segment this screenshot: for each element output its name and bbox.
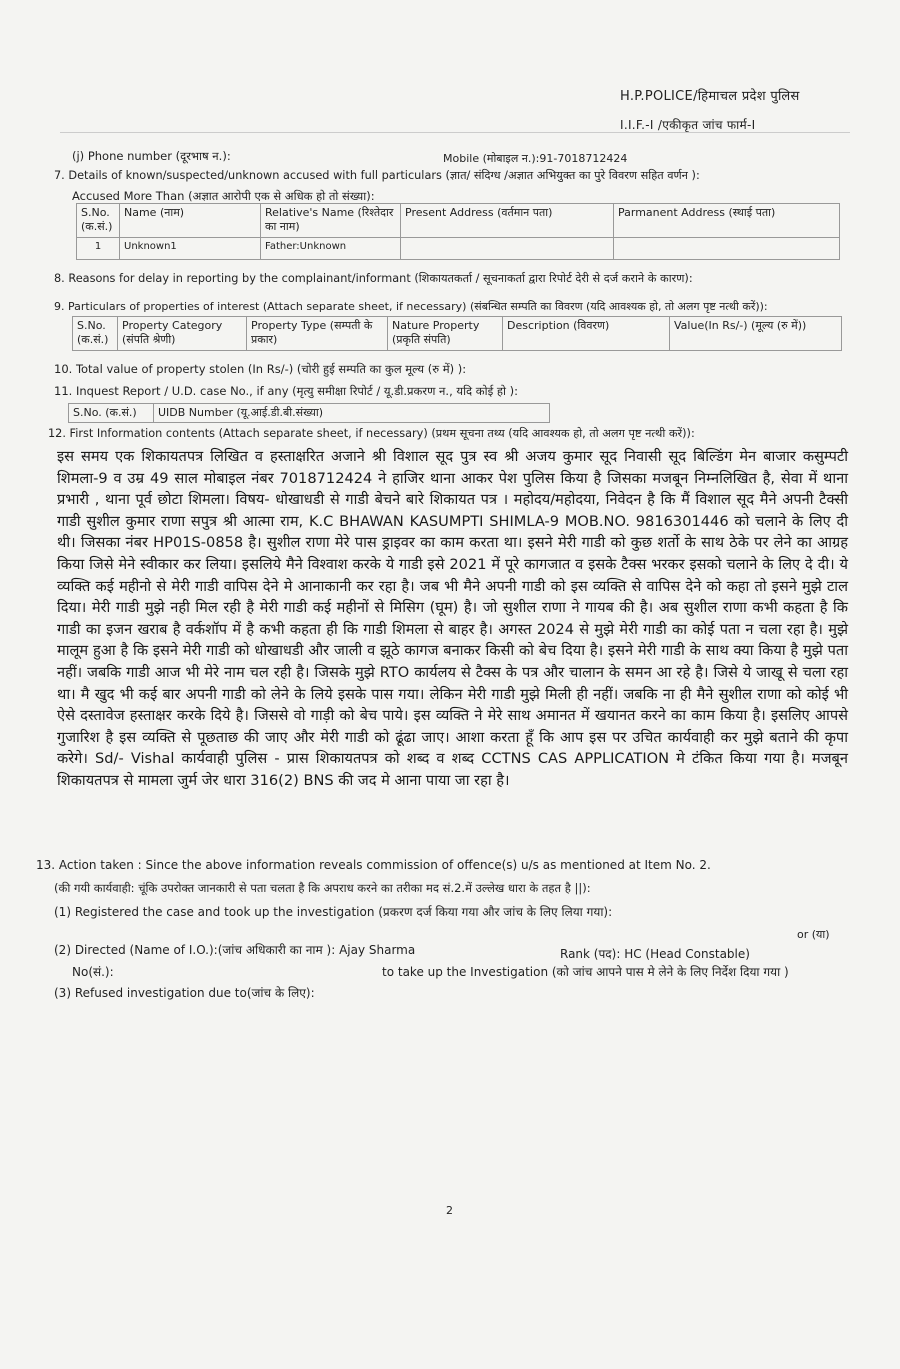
col-present-address: Present Address (वर्तमान पता) — [401, 204, 614, 238]
take-up-investigation: to take up the Investigation (को जांच आपने पास मे लेने के लिए निर्देश दिया गया ) — [382, 965, 789, 979]
col-uidb-number: UIDB Number (यू.आई.डी.बी.संख्या) — [154, 404, 550, 423]
refused-investigation: (3) Refused investigation due to(जांच के लिए): — [54, 986, 315, 1000]
inquest-table — [68, 403, 550, 423]
item11-label: 11. Inquest Report / U.D. case No., if any (मृत्यु समीक्षा रिपोर्ट / यू.डी.प्रकरण न., यदि कोई हो ): — [54, 384, 519, 398]
directed-io: (2) Directed (Name of I.O.):(जांच अधिकारी का नाम ): Ajay Sharma — [54, 943, 416, 957]
accused-table — [76, 203, 840, 260]
cell-permanent-address — [614, 238, 840, 260]
first-information-content: इस समय एक शिकायतपत्र लिखित व हस्ताक्षरित अजाने श्री विशाल सूद पुत्र स्व श्री अजय कुमार सूद निवासी सूद बिल्डिंग मेन बाजार कसुम्पटी शिमला-9 व उम्र 49 साल मोबाइल नंबर 7018712424 ने हाजिर थाना आकर पेश पुलिस किया है जिसका मजबून निम्नलिखित है, सेवा में थाना प्रभारी , थाना पूर्व छोटा शिमला। विषय- धोखाधडी से गाडी बेचने बारे शिकायत पत्र । महोदय/महोदया, निवेदन है कि मैं विशाल सूद मैने अपनी टैक्सी गाडी सुशील कुमार राणा सपुत्र श्री आत्मा राम, K.C BHAWAN KASUMPTI SHIMLA-9 MOB.NO. 9816301446 को चलाने के लिए दी थी। जिसका नंबर HP01S-0858 है। सुशील राणा मेरे पास ड्राइवर का काम करता था। इसने मेरी गाडी को कुछ शर्तो के साथ ठेके पर लेने का आग्रह किया जिसे मेने स्वीकार कर लिया। इसलिये मैने विश्वाश करके ये गाडी इसे 2021 में पूरे कागजात व इसके टैक्स भरकर इसको चलाने के लिए दे दी। ये व्यक्ति कई महीनो से मेरी गाडी वापिस देने मे आनाकानी कर रहा है। जब भी मैने अपनी गाडी को इस व्यक्ति से वापिस देने को कहा तो इसने मुझे टाल दिया। मेरी गाडी मुझे नही मिल रही है मेरी गाडी कई महीनों से मिसिग (घूम) है। जो सुशील राणा ने गायब की है। अब सुशील राणा कभी कहता है कि गाडी का इजन खराब है वर्कशॉप में है कभी कहता ही कि गाडी शिमला से बाहर है। अगस्त 2024 से मुझे मेरी गाडी का कोई पता न चला रहा है। मुझे मालूम हुआ है कि इसने मेरी गाडी को धोखाधडी और जाली व झूठे कागज बनाकर किसी को बेच दिया है। इसने मेरी गाडी के साथ क्या किया है मुझे पता नहीं। जबकि गाडी आज भी मेरे नाम चल रही है। जिसके मुझे RTO कार्यलय से टैक्स के पत्र और चालान के समन आ रहे है। जिसे ये जाखू से चला रहा था। मै खुद भी कई बार अपनी गाडी को लेने के लिये इसके पास गया। लेकिन मेरी गाडी मुझे मिली ही नहीं। जबकि ना ही मैने सुशील राणा को कोई भी ऐसे दस्तावेज हस्ताक्षर करके दिये है। जिससे वो गाड़ी को बेच पाये। इस व्यक्ति ने मेरे साथ अमानत में खयानत करने का काम किया है। इसलिए आपसे गुजारिश है इस व्यक्ति से पूछताछ की जाए और मेरी गाडी को ढूंढा जाए। आशा करता हूँ कि आप इस पर उचित कार्यवाही कर मुझे बताने की कृपा करेगे। Sd/- Vishal कार्यवाही पुलिस - प्रास शिकायतपत्र को शब्द व शब्द CCTNS CAS APPLICATION मे टंकित किया गया है। मजबून शिकायतपत्र से मामला जुर्म जेर धारा 316(2) BNS की जद मे आना पाया जा रहा है। — [57, 448, 848, 789]
mobile-label: Mobile (मोबाइल न.):91-7018712424 — [443, 152, 628, 165]
item12-label: 12. First Information contents (Attach separate sheet, if necessary) (प्रथम सूचना तथ्य (यदि आवश्यक हो, तो अलग पृष्ट नत्थी करें)): — [48, 427, 695, 440]
property-table-header — [73, 317, 842, 351]
col-nature-property: Nature Property (प्रकृति संपति) — [388, 317, 503, 351]
police-header: H.P.POLICE/हिमाचल प्रदेश पुलिस — [620, 89, 800, 104]
col-permanent-address: Parmanent Address (स्थाई पता) — [614, 204, 840, 238]
cell-present-address — [401, 238, 614, 260]
col-value: Value(In Rs/-) (मूल्य (रु में)) — [670, 317, 842, 351]
table-row — [77, 238, 840, 260]
registered-case: (1) Registered the case and took up the investigation (प्रकरण दर्ज किया गया और जांच के लिए लिया गया): — [54, 905, 613, 919]
col-property-type: Property Type (सम्पती के प्रकार) — [247, 317, 388, 351]
item13-hindi: (की गयी कार्यवाही: चूंकि उपरोक्त जानकारी से पता चलता है कि अपराध करने का तरीका मद सं.2.में उल्लेख धारा के तहत है ||): — [54, 881, 591, 895]
cell-name: Unknown1 — [120, 238, 261, 260]
or-label: or (या) — [797, 928, 830, 941]
inquest-table-header — [69, 404, 550, 423]
item9-label: 9. Particulars of properties of interest (Attach separate sheet, if necessary) (संबन्धित सम्पति का विवरण (यदि आवश्यक हो, तो अलग पृष्ट नत्थी करें)): — [54, 300, 768, 313]
no-label: No(सं.): — [72, 965, 114, 979]
item7-accused-more-than: Accused More Than (अज्ञात आरोपी एक से अधिक हो तो संख्या): — [72, 189, 375, 203]
form-title: I.I.F.-I /एकीकृत जांच फार्म-I — [620, 118, 756, 132]
accused-table-header — [77, 204, 840, 238]
cell-relative-name: Father:Unknown — [261, 238, 401, 260]
col-property-category: Property Category (संपति श्रेणी) — [118, 317, 247, 351]
item10-label: 10. Total value of property stolen (In Rs/-) (चोरी हुई सम्पति का कुल मूल्य (रु में) ): — [54, 362, 467, 376]
page-number: 2 — [446, 1204, 453, 1217]
col-relative-name: Relative's Name (रिश्तेदार का नाम) — [261, 204, 401, 238]
item8-label: 8. Reasons for delay in reporting by the complainant/informant (शिकायतकर्ता / सूचनाकर्ता द्वारा रिपोर्ट देरी से दर्ज कराने के कारण): — [54, 272, 693, 285]
phone-label: (j) Phone number (दूरभाष न.): — [72, 149, 231, 163]
col-name: Name (नाम) — [120, 204, 261, 238]
rank-label: Rank (पद): HC (Head Constable) — [560, 947, 750, 961]
col-sno: S.No. (क.सं.) — [73, 317, 118, 351]
col-sno: S.No. (क.सं.) — [77, 204, 120, 238]
header-divider — [60, 132, 850, 133]
col-sno: S.No. (क.सं.) — [69, 404, 154, 423]
item13-label: 13. Action taken : Since the above information reveals commission of offence(s) u/s as mentioned at Item No. 2. — [36, 858, 711, 872]
property-table — [72, 316, 842, 351]
col-description: Description (विवरण) — [503, 317, 670, 351]
item7-label: 7. Details of known/suspected/unknown accused with full particulars (ज्ञात/ संदिग्ध /अज्ञात अभियुक्त का पुरे विवरण सहित वर्णन ): — [54, 169, 700, 182]
cell-sno: 1 — [77, 238, 120, 260]
